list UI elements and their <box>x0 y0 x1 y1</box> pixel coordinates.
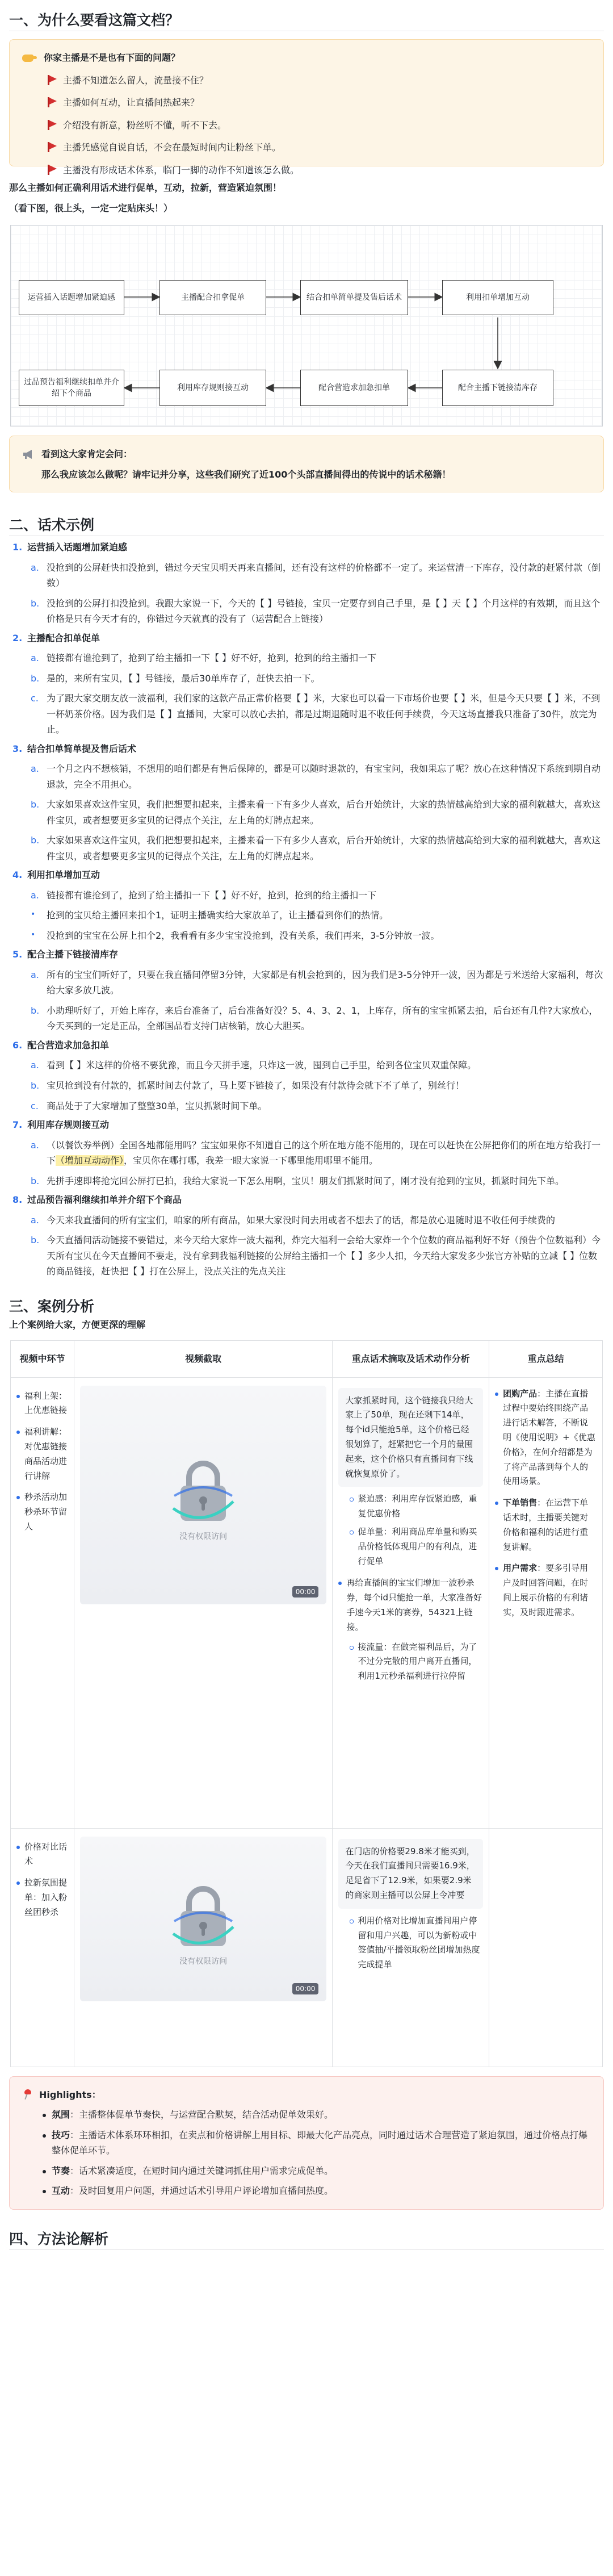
stage-cell <box>11 1377 74 1828</box>
table-header: 重点总结 <box>489 1341 603 1378</box>
summary-item <box>489 1558 602 1623</box>
list-marker: c. <box>31 1100 39 1111</box>
red-flag-icon <box>47 97 57 107</box>
script-section-title <box>9 540 604 555</box>
highlights-title-row <box>22 2087 591 2103</box>
highlight-text: 互动：及时回复用户问题，并通过话术引导用户评论增加直播间热度。 <box>52 2185 334 2197</box>
flowchart <box>10 225 603 426</box>
flow-step-1: 运营插入话题增加紧迫感 <box>19 280 124 315</box>
script-text: 先拼手速即将抢完回公屏打已拍，我给大家说一下怎么用啊，宝贝！朋友们抓紧时间了，刚才没有抢到的宝贝，抓紧时间先下单。 <box>47 1175 565 1186</box>
pushpin-icon <box>22 2089 32 2100</box>
script-section-title <box>9 630 604 646</box>
bullet-dot <box>43 2134 46 2138</box>
video-cell <box>74 1828 332 2067</box>
script-section-title <box>9 1192 604 1208</box>
table-header: 重点话术摘取及话术动作分析 <box>333 1341 489 1378</box>
table-header: 视频中环节 <box>11 1341 74 1378</box>
script-line <box>9 908 604 923</box>
list-marker: b. <box>31 835 40 846</box>
problem-text: 主播不知道怎么留人，流量接不住？ <box>63 74 209 86</box>
video-cell <box>74 1377 332 1828</box>
video-duration: 00:00 <box>292 1586 319 1598</box>
list-marker: b. <box>31 1175 40 1186</box>
script-text: 一个月之内不想核销，不想用的咱们都是有售后保障的，都是可以随时退款的，有宝宝问，我如果忘了呢？放心在这种情况下系统到期自动退款，完全不用担心。 <box>47 763 601 790</box>
problem-item <box>47 162 591 178</box>
red-flag-icon <box>47 142 57 152</box>
script-text: 所有的宝宝们听好了，只要在我直播间停留3分钟，大家都是有机会抢到的，因为我们是3-5分钟开一波，因为都是亏米送给大家福利，每次给大家多放几波。 <box>47 969 603 996</box>
list-marker: b. <box>31 672 40 684</box>
list-number: 1. <box>12 542 23 553</box>
callout2-title: 看到这大家肯定会问： <box>41 449 133 460</box>
script-text: 小助理听好了，开始上库存，来后台准备了，后台准备好没？5、4、3、2、1，上库存，所有的宝宝抓紧去拍，后台还有几件?大家放心，今天买到的一定是正品，全部国品看支持门店核销，放心大胆买。 <box>47 1005 598 1032</box>
problem-text: 主播没有形成话术体系，临门一脚的动作不知道该怎么做。 <box>63 164 300 175</box>
section-title-text: 配合主播下链接清库存 <box>27 949 119 960</box>
section-title-text: 利用库存规则接互动 <box>27 1119 110 1131</box>
problem-text: 主播凭感觉自说自话，不会在最短时间内让粉丝下单。 <box>63 142 282 153</box>
script-section <box>9 1117 604 1189</box>
section3-heading: 三、案例分析 <box>9 1298 95 1315</box>
script-text: 今天来我直播间的所有宝宝们，咱家的所有商品，如果大家没时间去用或者不想去了的话，都是放心退随时退不收任何手续费的 <box>47 1214 556 1226</box>
script-line <box>9 928 604 944</box>
callout-title: 你家主播是不是也有下面的问题？ <box>44 52 180 63</box>
bullet-dot <box>43 2170 46 2173</box>
summary-text: ：要多引导用户及时回答问题，在时间上展示价格的有利诸实，及时跟进需求。 <box>503 1563 589 1617</box>
summary-item <box>489 1492 602 1558</box>
table-row <box>11 1828 603 2067</box>
flow-step-7: 利用库存规则接互动 <box>159 370 266 406</box>
summary-label: 团购产品 <box>503 1388 538 1399</box>
bullet-dot <box>43 2114 46 2117</box>
script-line <box>9 691 604 738</box>
video-player[interactable] <box>80 1837 326 2001</box>
section-title-text: 过品预告福利继续扣单并介绍下个商品 <box>27 1194 182 1206</box>
script-text: 看到【 】米这样的价格不要犹豫，而且今天拼手速，只炸这一波，囤到自己手里，给到各位宝贝双重保障。 <box>47 1060 477 1071</box>
stage-item: 价格对比话术 <box>11 1837 74 1873</box>
highlight-text: 节奏：话术紧凑适度，在短时间内通过关键词抓住用户需求完成促单。 <box>52 2165 334 2176</box>
analysis-quote: 大家抓紧时间，这个链接我只给大家上了50单，现在还剩下14单，每个id只能抢5单，这个价格已经很划算了，赶紧把它一个月的量囤起来，这个价格只有直播间有下线就恢复原价了。 <box>338 1388 483 1487</box>
script-line <box>9 560 604 591</box>
summary-label: 下单销售 <box>503 1498 538 1508</box>
script-line <box>9 833 604 864</box>
section4-heading: 四、方法论解析 <box>9 2230 109 2247</box>
stage-item: 秒杀活动加秒杀环节留人 <box>11 1487 74 1537</box>
flow-step-3: 结合扣单简单提及售后话术 <box>300 280 408 315</box>
section-title-text: 运营插入话题增加紧迫感 <box>27 542 128 553</box>
highlight-item <box>22 2127 591 2159</box>
callout2-title-row <box>22 446 591 462</box>
script-line <box>9 1078 604 1094</box>
stage-item: 福利讲解：对优惠链接商品活动进行讲解 <box>11 1421 74 1487</box>
summary-cell <box>489 1377 603 1828</box>
script-section-title <box>9 867 604 883</box>
list-marker: • <box>31 930 36 939</box>
highlights-list <box>22 2107 591 2199</box>
flow-step-8: 过品预告福利继续扣单并介绍下个商品 <box>19 370 124 406</box>
script-text: 今天直播间活动链接不要错过，来今天给大家炸一波大福利，炸完大福利一会给大家炸一个个位数的商品福利好不好（预告个位数福利）今天所有宝贝在今天直播间不要走，没有拿到我福利链接的公屏给主播扣一个【 】多少人扣，今天给大家发多少张官方补贴的立减【 】位数的商品链接，赶快把【 】打在公屏上，没点关注的先点关注 <box>47 1235 601 1277</box>
script-line <box>9 1138 604 1169</box>
script-text: 链接都有谁抢到了，抢到了给主播扣一下【 】好不好，抢到，抢到的给主播扣一下 <box>47 889 377 901</box>
flow-step-2: 主播配合扣拿促单 <box>159 280 266 315</box>
analysis-sub: 利用价格对比增加直播间用户停留和用户兴趣，可以为新粉或中签值抽/平播领取粉丝团增加热度完成提单 <box>333 1912 489 1974</box>
section-title-text: 主播配合扣单促单 <box>27 632 100 643</box>
red-flag-icon <box>47 75 57 85</box>
script-section <box>9 867 604 943</box>
script-text: 链接都有谁抢到了，抢到了给主播扣一下【 】好不好，抢到，抢到的给主播扣一下 <box>47 653 377 664</box>
list-marker: a. <box>31 889 39 901</box>
table-header: 视频截取 <box>74 1341 332 1378</box>
summary-item <box>489 1383 602 1493</box>
analysis-cell <box>333 1828 489 2067</box>
script-line <box>9 797 604 828</box>
summary-cell <box>489 1828 603 2067</box>
script-line <box>9 1212 604 1228</box>
highlight-text: 氛围：主播整体促单节奏快，与运营配合默契，结合活动促单效果好。 <box>52 2109 334 2121</box>
script-text: 宝贝抢到没有付款的，抓紧时间去付款了，马上要下链接了，如果没有付款待会就下不了单了，别丝行！ <box>47 1080 465 1091</box>
script-text: 是的，来所有宝贝，【 】号链接，最后30单库存了，赶快去拍一下。 <box>47 672 320 684</box>
script-line <box>9 650 604 666</box>
script-section <box>9 540 604 627</box>
problem-item <box>47 73 591 89</box>
script-line <box>9 1098 604 1114</box>
script-text: 抢到的宝贝给主播回来扣个1，证明主播确实给大家放单了，让主播看到你们的热情。 <box>47 910 389 921</box>
callout-title-row <box>22 50 591 66</box>
list-number: 2. <box>12 632 23 643</box>
script-text: （以餐饮券举例）全国各地都能用吗？宝宝如果你不知道自己的这个所在地方能不能用的，现在可以赶快在公屏把你们的所在地方给我打一下（增加互动动作），宝贝你在哪打哪，我差一眼大家说一下哪里能用哪里不能用。 <box>47 1139 601 1166</box>
section-title-text: 利用扣单增加互动 <box>27 869 100 881</box>
highlight-text: 技巧：主播话术体系环环相扣，在卖点和价格讲解上用目标、即最大化产品亮点，同时通过话术合理营造了紧迫氛围，通过价格点打爆整体促单环节。 <box>52 2129 588 2156</box>
megaphone-icon <box>22 449 35 460</box>
video-caption: 没有权限访问 <box>179 1532 228 1541</box>
case-analysis-table <box>10 1340 603 2067</box>
red-flag-icon <box>47 165 57 175</box>
script-line <box>9 1173 604 1189</box>
script-section <box>9 1038 604 1114</box>
flow-step-5: 配合主播下链接清库存 <box>442 370 553 406</box>
summary-label: 用户需求 <box>503 1563 538 1574</box>
highlight-item <box>22 2183 591 2199</box>
section1-heading: 一、为什么要看这篇文档？ <box>9 12 180 28</box>
stage-cell <box>11 1828 74 2067</box>
summary-text: ：主播在直播过程中要始终围绕产品进行话术解答，不断说明《使用说明》+《优惠价格》，在何介绍都是为了将产品落到每个人的使用场景。 <box>503 1388 595 1487</box>
problem-list <box>22 73 591 178</box>
script-section <box>9 1192 604 1279</box>
script-section-title <box>9 1038 604 1053</box>
list-marker: b. <box>31 1235 40 1246</box>
list-marker: b. <box>31 1080 40 1091</box>
script-text: 商品处于了大家增加了整整30单，宝贝抓紧时间下单。 <box>47 1100 267 1111</box>
list-marker: a. <box>31 653 39 664</box>
script-line <box>9 671 604 687</box>
script-line <box>9 1232 604 1279</box>
list-marker: b. <box>31 799 40 810</box>
list-marker: b. <box>31 1005 40 1016</box>
problem-text: 介绍没有新意，粉丝听不懂，听不下去。 <box>63 119 227 131</box>
problem-text: 主播如何互动，让直播间热起来？ <box>63 97 200 108</box>
highlighted-text: （增加互动动作） <box>56 1155 124 1166</box>
list-marker: a. <box>31 1060 39 1071</box>
list-marker: a. <box>31 969 39 980</box>
script-section <box>9 630 604 738</box>
stage-item: 福利上架：上优惠链接 <box>11 1386 74 1422</box>
script-text: 没抢到的公屏赶快扣没抢到，错过今天宝贝明天再来直播间，还有没有这样的价格都不一定了。来运营清一下库存，没付款的赶紧付款（倒数） <box>47 562 601 589</box>
list-marker: b. <box>31 597 40 609</box>
highlights-box <box>9 2076 604 2210</box>
flow-step-4: 利用扣单增加互动 <box>442 280 553 315</box>
script-line <box>9 1057 604 1073</box>
analysis-sub: 紧迫感：利用库存饭紧迫感，重复优惠价格 <box>333 1490 489 1523</box>
script-line <box>9 888 604 904</box>
list-marker: a. <box>31 1139 39 1151</box>
list-marker: • <box>31 910 36 919</box>
list-number: 5. <box>12 949 23 960</box>
summary-text: ：在运营下单话术时，主播要关键对价格和福利的话进行重复讲解。 <box>503 1498 589 1552</box>
table-header-row <box>11 1341 603 1378</box>
pointing-hand-icon <box>22 52 37 64</box>
list-number: 7. <box>12 1119 23 1131</box>
list-number: 6. <box>12 1039 23 1051</box>
list-marker: c. <box>31 693 39 704</box>
problem-item <box>47 140 591 156</box>
callout2-body: 那么我应该怎么做呢？请牢记并分享，这些我们研究了近100个头部直播间得出的传说中的话术秘籍！ <box>41 469 451 480</box>
section2-heading: 二、话术示例 <box>9 517 95 534</box>
flow-step-6: 配合营造求加急扣单 <box>300 370 408 406</box>
lead-note: （看下图，很上头，一定一定贴床头！） <box>9 202 173 214</box>
script-section <box>9 741 604 864</box>
red-flag-icon <box>47 120 57 130</box>
script-line <box>9 1003 604 1034</box>
section3-subtitle: 上个案例给大家，方便更深的理解 <box>9 1319 146 1330</box>
section-title-text: 配合营造求加急扣单 <box>27 1039 110 1051</box>
highlight-item <box>22 2107 591 2123</box>
script-section-title <box>9 1117 604 1133</box>
stage-item: 拉新氛围提单：加入粉丝团秒杀 <box>11 1872 74 1923</box>
video-caption: 没有权限访问 <box>179 1957 228 1967</box>
lead-bold: 那么主播如何正确利用话术进行促单，互动，拉新，营造紧迫氛围！ <box>9 182 282 193</box>
question-callout <box>9 436 604 492</box>
analysis-quote-2: 再给直播间的宝宝们增加一波秒杀券，每个id只能抢一单，大家准备好手速今天1米的赛券，54321上链接。 <box>333 1573 489 1638</box>
script-text: 大家如果喜欢这件宝贝，我们把想要扣起来，主播来看一下有多少人喜欢，后台开始统计，大家的热情越高给到大家的福利就越大，喜欢这件宝贝，或者想要更多宝贝的记得点个关注，左上角的灯牌点起来。 <box>47 799 601 826</box>
script-section <box>9 947 604 1034</box>
script-section-title <box>9 947 604 963</box>
script-line <box>9 967 604 998</box>
script-text: 没抢到的宝宝在公屏上扣个2，我看看有多少宝宝没抢到，没有关系，我们再来，3-5分钟放一波。 <box>47 930 440 941</box>
section-title-text: 结合扣单简单提及售后话术 <box>27 743 137 754</box>
script-text: 为了跟大家交朋友放一波福利，我们家的这款产品正常价格要【 】米，大家也可以看一下市场价也要【 】米，但是今天只要【 】米，不到一杯奶茶价格。因为我们是【 】直播间，大家可以放心去拍，都是过期退随时退不收任何手续费，今天这场直播我只准备了30件，放完为止。 <box>47 693 601 735</box>
script-text: 大家如果喜欢这件宝贝，我们把想要扣起来，主播来看一下有多少人喜欢，后台开始统计，大家的热情越高给到大家的福利就越大，喜欢这件宝贝，或者想要更多宝贝的记得点个关注，左上角的灯牌点起来。 <box>47 835 601 862</box>
list-marker: a. <box>31 763 39 775</box>
lock-icon <box>172 1456 234 1524</box>
script-examples-list <box>0 540 613 1279</box>
analysis-sub: 接流量：在做完福利品后，为了不过分完散的用户离开直播间，利用1元秒杀福利进行拉停留 <box>333 1638 489 1686</box>
list-number: 8. <box>12 1194 23 1206</box>
list-marker: a. <box>31 1214 39 1226</box>
table-row <box>11 1377 603 1828</box>
video-duration: 00:00 <box>292 1983 319 1994</box>
script-line <box>9 596 604 627</box>
script-section-title <box>9 741 604 757</box>
problem-item <box>47 95 591 111</box>
analysis-quote: 在门店的价格要29.8米才能买到，今天在我们直播间只需要16.9米，足足省下了12.9米，如果要2.9米的商家则主播可以公屏上令冲要 <box>338 1839 483 1909</box>
script-text: 没抢到的公屏打扣没抢到。我跟大家说一下，今天的【 】号链接，宝贝一定要存到自己手里，是【 】天【 】个月这样的有效期，而且这个价格是只有今天才有的，你错过今天就真的没有了（运营配合上链接） <box>47 597 601 625</box>
problem-item <box>47 118 591 133</box>
highlights-title: Highlights： <box>39 2089 101 2100</box>
list-number: 3. <box>12 743 23 754</box>
analysis-sub: 促单量：利用商品库单量和购买品价格低体现用户的有利点，进行促单 <box>333 1523 489 1570</box>
list-marker: a. <box>31 562 39 573</box>
video-player[interactable] <box>80 1386 326 1604</box>
list-number: 4. <box>12 869 23 881</box>
bullet-dot <box>43 2190 46 2193</box>
highlight-item <box>22 2163 591 2179</box>
problems-callout <box>9 39 604 175</box>
analysis-cell <box>333 1377 489 1828</box>
lock-icon <box>172 1881 234 1950</box>
script-line <box>9 761 604 792</box>
